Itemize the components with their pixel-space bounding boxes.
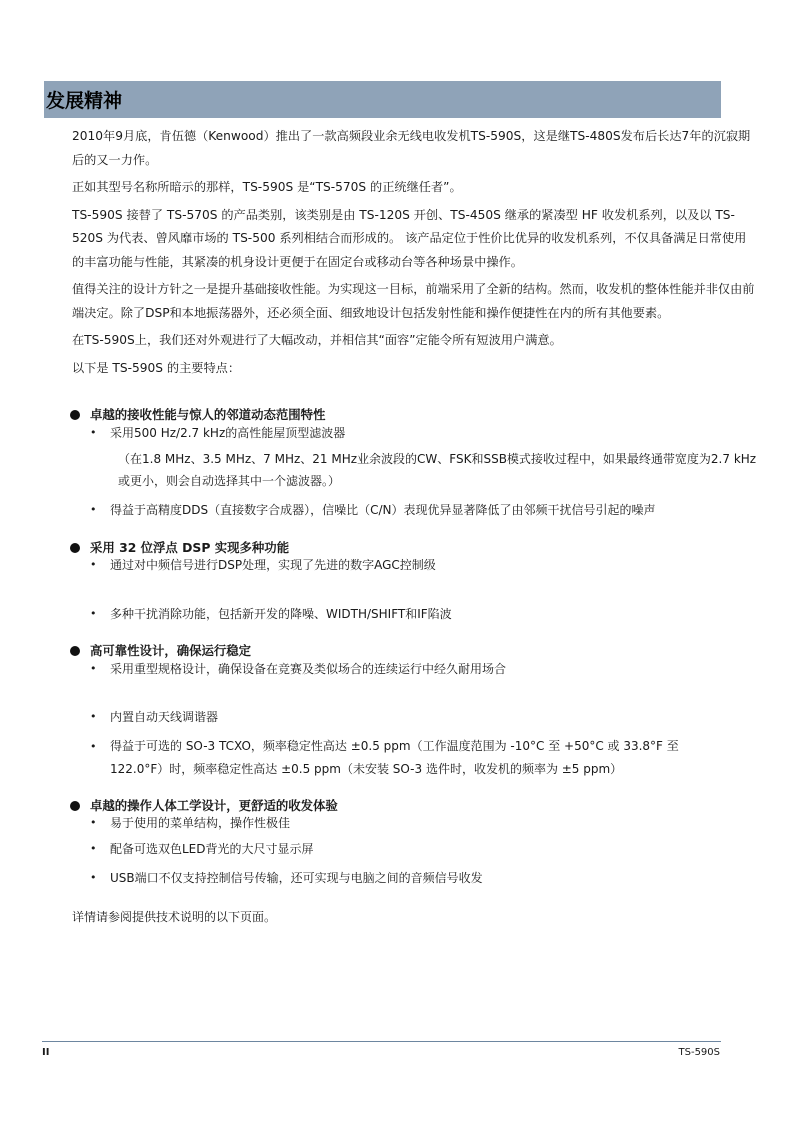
paragraph: 值得关注的设计方针之一是提升基础接收性能。为实现这一目标，前端采用了全新的结构。然而，收发机的整体性能并非仅由前端决定。除了DSP和本地振荡器外，还必须全面、细致地设计包括发射性能和操作便捷性在内的所有其他要素。 (72, 282, 755, 320)
feature-heading: 卓越的操作人体工学设计，更舒适的收发体验 (72, 797, 338, 815)
list-item: • 得益于可选的 SO-3 TCXO，频率稳定性高达 ±0.5 ppm（工作温度范围为 -10°C 至 +50°C 或 33.8°F 至 122.0°F）时，频率稳定性高达 ±0.5 ppm（未安装 SO-3 选件时，收发机的频率为 ±5 ppm） (90, 735, 730, 781)
footer-divider (42, 1041, 721, 1042)
bullet-icon: • (90, 842, 97, 855)
list-item: • 采用500 Hz/2.7 kHz的高性能屋顶型滤波器 (90, 422, 760, 444)
paragraph: TS-590S 接替了 TS-570S 的产品类别，该类别是由 TS-120S 开创、TS-450S 继承的紧凑型 HF 收发机系列，以及以 TS-520S 为代表、曾风靡市场的 TS-500 系列相结合而形成的。 该产品定位于性价比优异的收发机系列，不仅具备满足日常使用的丰富功能与性能，其紧凑的机身设计更便于在固定台或移动台等各种场景中操作。 (72, 207, 747, 269)
list-item: • 得益于高精度DDS（直接数字合成器），信噪比（C/N）表现优异显著降低了由邻频干扰信号引起的噪声 (90, 499, 760, 521)
list-item-note: （在1.8 MHz、3.5 MHz、7 MHz、21 MHz业余波段的CW、FSK和SSB模式接收过程中，如果最终通带宽度为2.7 kHz或更小，则会自动选择其中一个滤波器。） (118, 452, 757, 488)
paragraph: 2010年9月底，肯伍德（Kenwood）推出了一款高频段业余无线电收发机TS-590S，这是继TS-480S发布后长达7年的沉寂期后的又一力作。 (72, 129, 751, 167)
bullet-icon: • (90, 503, 97, 516)
bullet-icon: • (90, 662, 97, 675)
bullet-icon (70, 801, 80, 811)
list-item: • 内置自动天线调谐器 (90, 706, 760, 728)
bullet-icon: • (90, 426, 97, 439)
bullet-icon: • (90, 607, 97, 620)
bullet-icon (70, 543, 80, 553)
list-item: • 通过对中频信号进行DSP处理，实现了先进的数字AGC控制级 (90, 554, 440, 576)
list-item: • 易于使用的菜单结构，操作性极佳 (90, 812, 760, 834)
bullet-icon (70, 410, 80, 420)
bullet-icon: • (90, 710, 97, 723)
closing-text: 详情请参阅提供技术说明的以下页面。 (72, 910, 277, 924)
list-item: • 配备可选双色LED背光的大尺寸显示屏 (90, 838, 760, 860)
feature-heading: 卓越的接收性能与惊人的邻道动态范围特性 (72, 406, 325, 424)
bullet-icon: • (90, 740, 97, 753)
paragraph: 在TS-590S上，我们还对外观进行了大幅改动，并相信其“面容”定能令所有短波用户满意。 (72, 333, 562, 347)
bullet-icon: • (90, 816, 97, 829)
feature-heading: 高可靠性设计，确保运行稳定 (72, 642, 251, 660)
list-item: • 多种干扰消除功能，包括新开发的降噪、WIDTH/SHIFT和IF陷波 (90, 603, 760, 625)
footer-model: TS-590S (678, 1047, 720, 1058)
feature-heading: 采用 32 位浮点 DSP 实现多种功能 (72, 539, 289, 557)
bullet-icon: • (90, 871, 97, 884)
list-item: • USB端口不仅支持控制信号传输，还可实现与电脑之间的音频信号收发 (90, 867, 760, 889)
paragraph: 正如其型号名称所暗示的那样，TS-590S 是“TS-570S 的正统继任者”。 (72, 180, 462, 194)
intro-text (72, 125, 758, 380)
bullet-icon (70, 646, 80, 656)
paragraph: 以下是 TS-590S 的主要特点： (72, 360, 241, 375)
bullet-icon: • (90, 558, 97, 571)
page-number: II (42, 1047, 50, 1058)
list-item: • 采用重型规格设计，确保设备在竞赛及类似场合的连续运行中经久耐用场合 (90, 658, 510, 680)
section-title: 发展精神 (44, 81, 721, 118)
